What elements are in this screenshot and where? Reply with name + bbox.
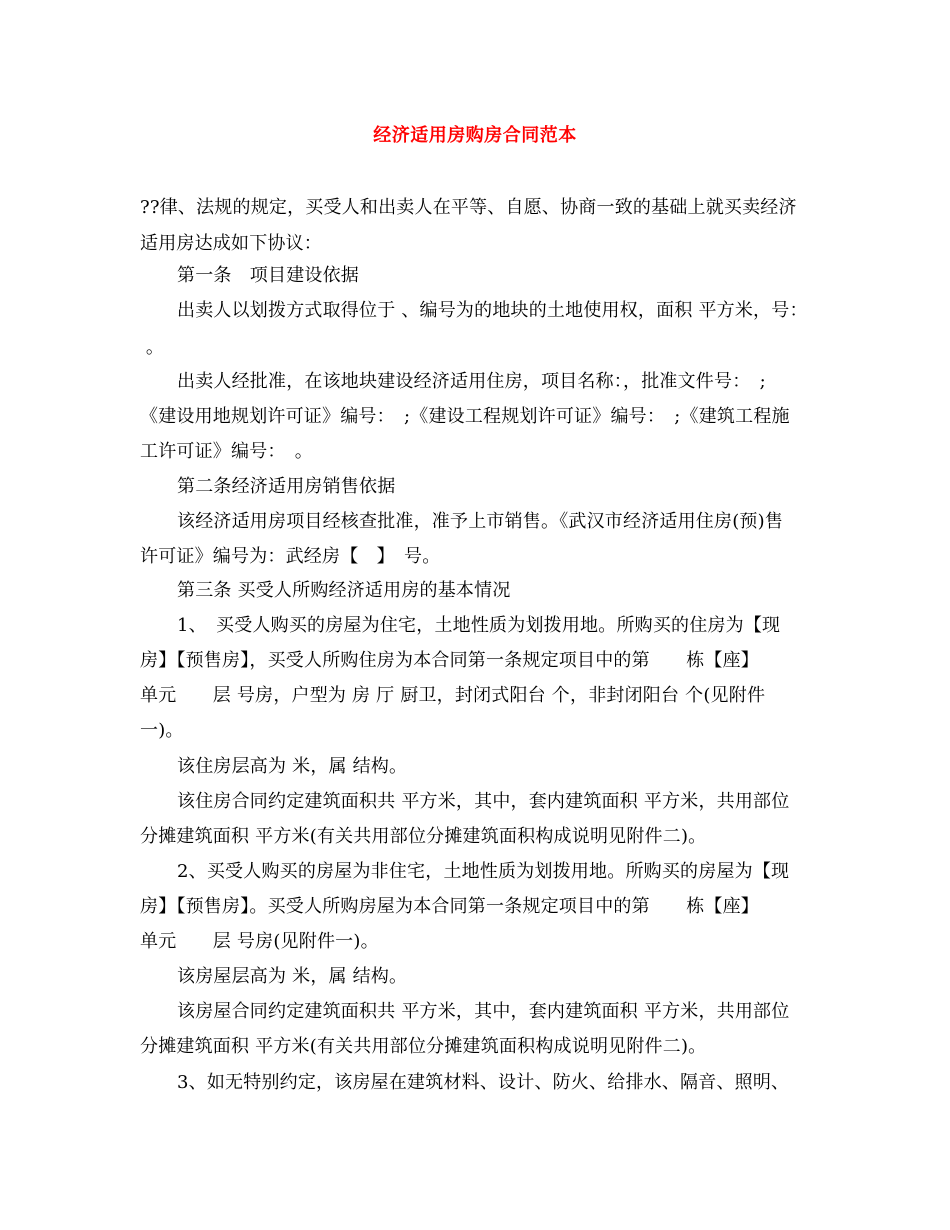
text-line: 房】【预售房】。买受人所购房屋为本合同第一条规定项目中的第 栋【座】 — [140, 896, 759, 917]
text-line: 该住房合同约定建筑面积共 平方米，其中，套内建筑面积 平方米，共用部位 — [177, 791, 790, 812]
text-line: 一)。 — [140, 720, 184, 741]
text-line: 分摊建筑面积 平方米(有关共用部位分摊建筑面积构成说明见附件二)。 — [140, 826, 707, 847]
text-line: 。 — [140, 337, 165, 358]
text-line: 第一条 项目建设依据 — [177, 265, 359, 286]
text-line: 房】【预售房】，买受人所购住房为本合同第一条规定项目中的第 栋【座】 — [140, 650, 759, 671]
text-line: 3、如无特别约定，该房屋在建筑材料、设计、防火、给排水、隔音、照明、 — [177, 1072, 790, 1093]
text-line: 1、 买受人购买的房屋为住宅，土地性质为划拨用地。所购买的住房为【现 — [177, 615, 781, 636]
text-line: 第三条 买受人所购经济适用房的基本情况 — [177, 580, 511, 601]
text-line: 该房屋合同约定建筑面积共 平方米，其中，套内建筑面积 平方米，共用部位 — [177, 1001, 790, 1022]
text-line: 单元 层 号房，户型为 房 厅 厨卫，封闭式阳台 个，非封闭阳台 个(见附件 — [140, 685, 766, 706]
text-line: 《建设用地规划许可证》编号： ;《建设工程规划许可证》编号： ;《建筑工程施 — [140, 406, 790, 427]
text-line: 出卖人经批准，在该地块建设经济适用住房，项目名称：，批准文件号： ; — [177, 371, 766, 392]
document-title: 经济适用房购房合同范本 — [373, 125, 577, 146]
text-line: 许可证》编号为：武经房【 】 号。 — [140, 546, 441, 567]
text-line: 单元 层 号房(见附件一)。 — [140, 931, 379, 952]
text-line: 2、买受人购买的房屋为非住宅，土地性质为划拨用地。所购买的房屋为【现 — [177, 861, 790, 882]
text-line: 第二条经济适用房销售依据 — [177, 476, 396, 497]
text-line: ??律、法规的规定，买受人和出卖人在平等、自愿、协商一致的基础上就买卖经济 — [140, 197, 797, 218]
text-line: 工许可证》编号： 。 — [140, 441, 313, 462]
text-line: 分摊建筑面积 平方米(有关共用部位分摊建筑面积构成说明见附件二)。 — [140, 1036, 707, 1057]
text-line: 该房屋层高为 米，属 结构。 — [177, 966, 408, 987]
text-line: 出卖人以划拨方式取得位于 、编号为的地块的土地使用权，面积 平方米，号： — [177, 300, 808, 321]
text-line: 该经济适用房项目经核查批准，准予上市销售。《武汉市经济适用住房(预)售 — [177, 511, 784, 532]
text-line: 适用房达成如下协议： — [140, 233, 322, 254]
text-line: 该住房层高为 米，属 结构。 — [177, 756, 408, 777]
